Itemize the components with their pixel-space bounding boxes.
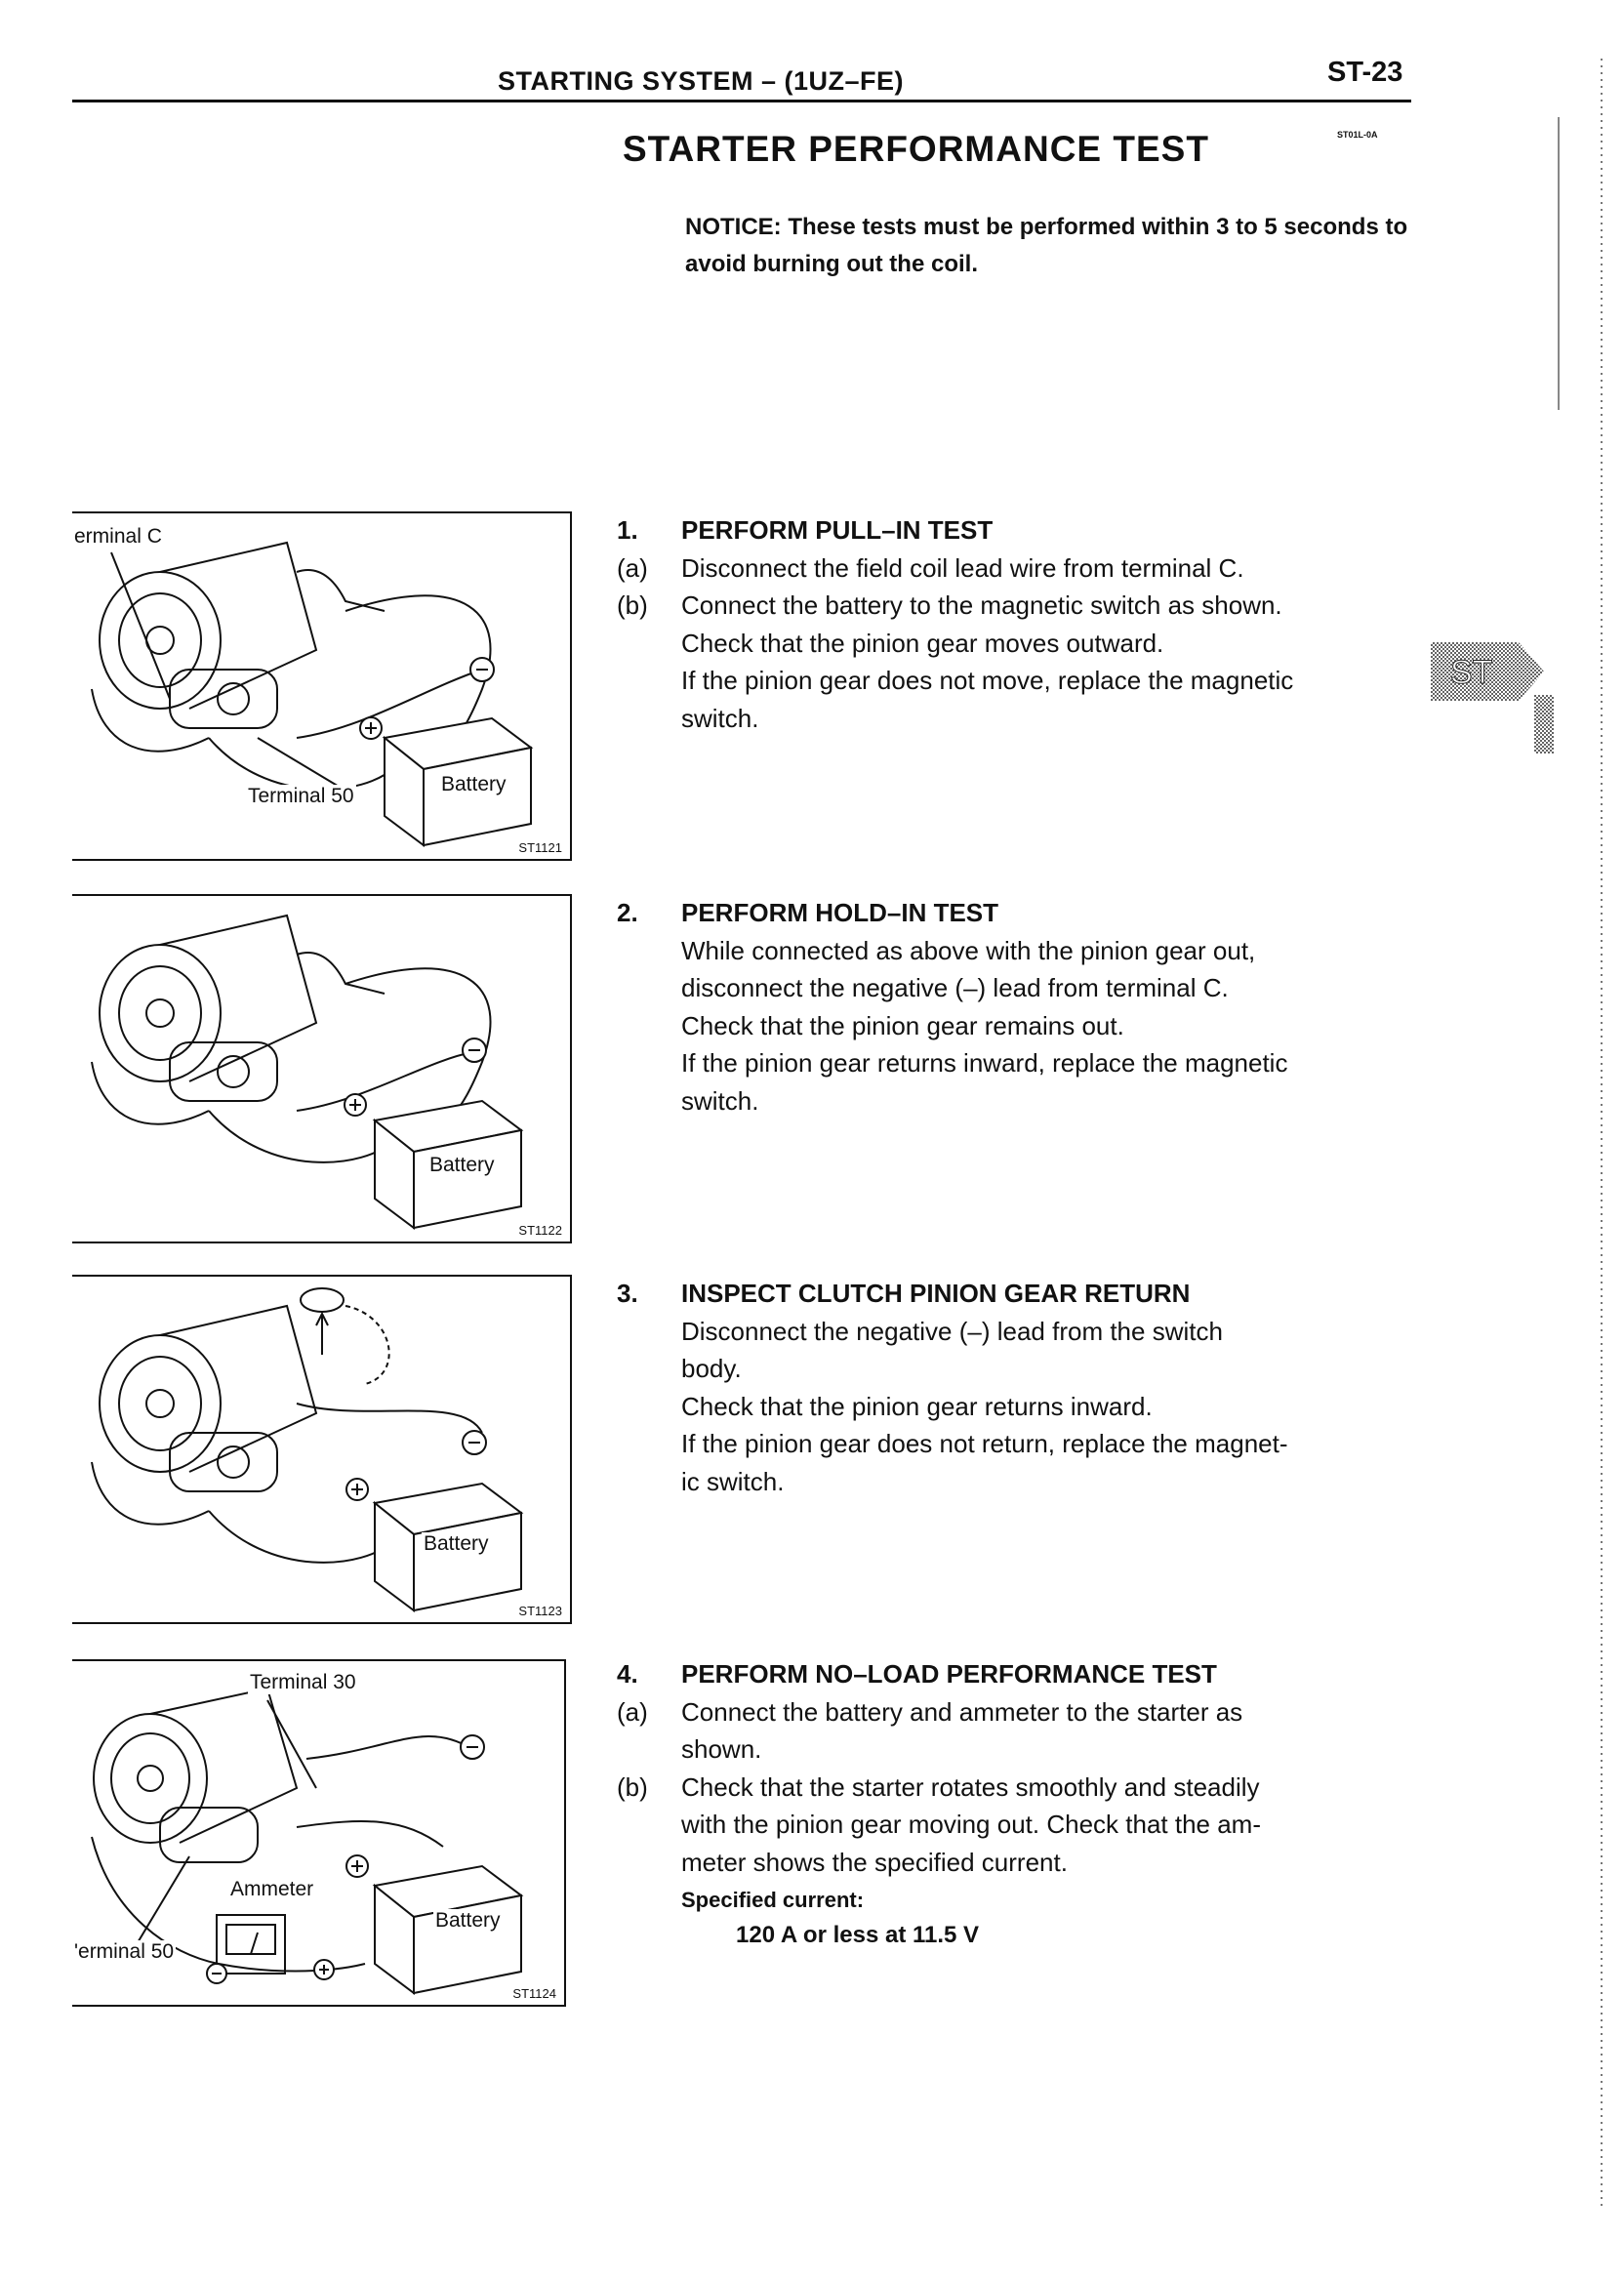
- step-line: ic switch.: [681, 1466, 785, 1496]
- step-line: Disconnect the negative (–) lead from the switch: [681, 1316, 1223, 1346]
- step-line: shown.: [681, 1734, 762, 1764]
- label-terminal-c: erminal C: [74, 525, 162, 548]
- section-code: ST01L-0A: [1337, 130, 1378, 140]
- label-battery: Battery: [441, 773, 507, 795]
- step-3: [617, 1275, 1427, 1509]
- margin-dotted-line: [1601, 59, 1603, 2206]
- step-number: 2.: [617, 898, 638, 927]
- step-line: Connect the battery to the magnetic switch as shown.: [681, 590, 1282, 620]
- step-line: Connect the battery and ammeter to the starter as: [681, 1696, 1243, 1727]
- page-number: ST-23: [1327, 57, 1403, 88]
- section-title: STARTER PERFORMANCE TEST: [623, 129, 1209, 169]
- spec-value: 120 A or less at 11.5 V: [736, 1922, 980, 1948]
- step-2: [617, 894, 1427, 1128]
- step-line: disconnect the negative (–) lead from terminal C.: [681, 973, 1229, 1002]
- label-terminal-30: Terminal 30: [250, 1671, 356, 1693]
- step-line: Check that the pinion gear moves outward.: [681, 628, 1164, 658]
- spec-label: Specified current:: [681, 1888, 865, 1912]
- notice-text: NOTICE: These tests must be performed within 3 to 5 seconds to avoid burning out the coil.: [685, 214, 1408, 277]
- line-marker: (b): [617, 1771, 648, 1802]
- step-number: 3.: [617, 1279, 638, 1308]
- header-rule: [72, 100, 1411, 102]
- figure-code: ST1124: [512, 1986, 556, 2001]
- figure-hold-in-test: [72, 894, 572, 1243]
- tab-label: ST: [1450, 654, 1493, 691]
- step-line: Check that the pinion gear returns inward.: [681, 1391, 1153, 1421]
- step-1: [617, 511, 1427, 746]
- label-battery: Battery: [424, 1532, 489, 1555]
- figure-code: ST1121: [518, 840, 562, 855]
- step-line: switch.: [681, 703, 759, 733]
- header-title: STARTING SYSTEM – (1UZ–FE): [498, 66, 905, 96]
- label-battery: Battery: [435, 1909, 501, 1932]
- figure-no-load-test: [72, 1659, 566, 2007]
- step-line: If the pinion gear returns inward, replace the magnetic: [681, 1048, 1288, 1078]
- step-line: If the pinion gear does not move, replace the magnetic: [681, 666, 1294, 695]
- step-line: with the pinion gear moving out. Check that the am-: [681, 1810, 1261, 1839]
- step-number: 1.: [617, 515, 638, 545]
- step-line: Check that the pinion gear remains out.: [681, 1010, 1124, 1040]
- label-terminal-50: 'erminal 50: [74, 1940, 175, 1963]
- starter-diagram-2: [72, 896, 570, 1242]
- starter-diagram-3: [72, 1277, 570, 1622]
- step-title: PERFORM NO–LOAD PERFORMANCE TEST: [681, 1659, 1217, 1689]
- step-line: meter shows the specified current.: [681, 1847, 1068, 1877]
- figure-code: ST1122: [518, 1223, 562, 1238]
- step-line: Disconnect the field coil lead wire from terminal C.: [681, 552, 1244, 583]
- step-line: body.: [681, 1354, 742, 1383]
- step-line: switch.: [681, 1085, 759, 1116]
- label-terminal-50: Terminal 50: [248, 785, 354, 807]
- step-title: PERFORM HOLD–IN TEST: [681, 898, 999, 927]
- step-line: While connected as above with the pinion gear out,: [681, 935, 1256, 965]
- section-tab: [1431, 640, 1546, 703]
- step-title: INSPECT CLUTCH PINION GEAR RETURN: [681, 1279, 1191, 1308]
- figure-clutch-return: [72, 1275, 572, 1624]
- step-line: Check that the starter rotates smoothly and steadily: [681, 1771, 1260, 1802]
- step-4: [617, 1655, 1427, 1968]
- margin-line: [1558, 117, 1560, 410]
- line-marker: (a): [617, 1696, 648, 1727]
- step-number: 4.: [617, 1659, 638, 1689]
- figure-code: ST1123: [518, 1604, 562, 1618]
- label-battery: Battery: [429, 1154, 495, 1176]
- line-marker: (a): [617, 552, 648, 583]
- line-marker: (b): [617, 590, 648, 620]
- label-ammeter: Ammeter: [230, 1878, 314, 1900]
- step-line: If the pinion gear does not return, replace the magnet-: [681, 1429, 1288, 1458]
- figure-pull-in-test: [72, 511, 572, 861]
- step-title: PERFORM PULL–IN TEST: [681, 515, 994, 545]
- tab-marker: [1534, 695, 1554, 753]
